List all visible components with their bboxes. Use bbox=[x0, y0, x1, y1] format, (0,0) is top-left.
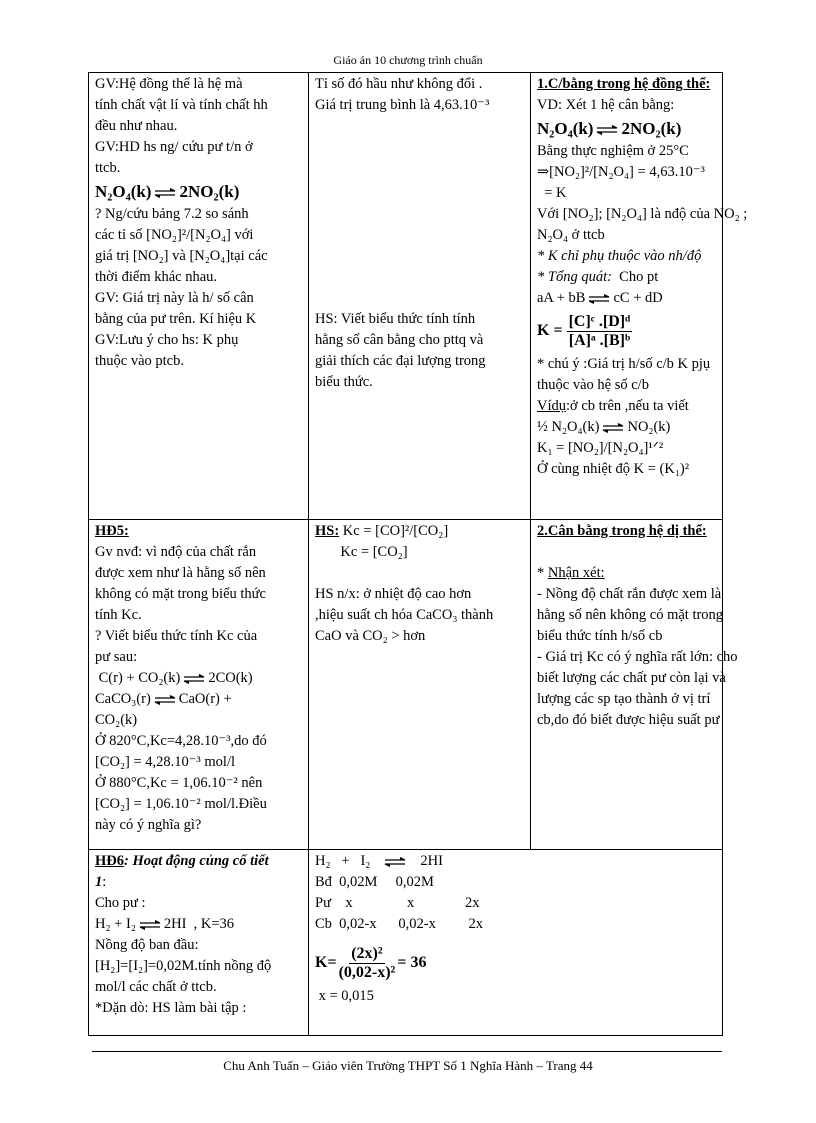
example-label: Vídụ bbox=[537, 398, 566, 414]
text-line: Gv nvđ: vì nđộ của chất rắn bbox=[95, 544, 257, 560]
k-label: K= bbox=[315, 954, 337, 972]
text-line: Pư x x 2x bbox=[315, 895, 480, 911]
k-numerator: [C]ᶜ .[D]ᵈ bbox=[568, 313, 631, 330]
page-header: Giáo án 10 chương trình chuẩn bbox=[333, 53, 483, 67]
equilibrium-arrow-icon bbox=[183, 674, 205, 684]
text-line: ⇒[NO₂]²/[N₂O₄] = 4,63.10⁻³ bbox=[537, 164, 705, 180]
text-line: các tỉ số [NO₂]²/[N₂O₄] với bbox=[95, 227, 254, 243]
text-line: ttcb. bbox=[95, 160, 121, 176]
text-line: không có mặt trong biểu thức bbox=[95, 586, 266, 602]
eq-left: N₂O₄(k) bbox=[537, 119, 594, 138]
eq-right: CaO(r) + bbox=[178, 691, 232, 707]
text-line: mol/l các chất ở ttcb. bbox=[95, 979, 217, 995]
text-line: thuộc vào ptcb. bbox=[95, 353, 184, 369]
eq-left: H₂ + I₂ bbox=[95, 916, 136, 932]
text-line: CaO và CO₂ > hơn bbox=[315, 628, 426, 644]
table-row bbox=[89, 73, 723, 520]
equation-line bbox=[537, 288, 716, 309]
teacher-activity-cell bbox=[89, 73, 309, 520]
text-line: HS: Viết biểu thức tính tính bbox=[315, 311, 476, 327]
equilibrium-arrow-icon bbox=[154, 188, 176, 198]
eq-right: NO₂(k) bbox=[627, 419, 671, 435]
text-line: Ở 880°C,Kc = 1,06.10⁻² nên bbox=[95, 775, 263, 791]
eq-right: cC + dD bbox=[613, 290, 663, 306]
text-line bbox=[537, 563, 716, 584]
eq-right: 2NO₂(k) bbox=[179, 182, 240, 201]
text-line: GV:Hệ đồng thể là hệ mà bbox=[95, 76, 243, 92]
text-line: - Nồng độ chất rắn được xem là bbox=[537, 586, 722, 602]
text-line: tính Kc. bbox=[95, 607, 142, 623]
k-numerator: (2x)² bbox=[351, 945, 383, 962]
text-line: tính chất vật lí và tính chất hh bbox=[95, 97, 268, 113]
solution-cell bbox=[309, 850, 723, 1036]
text-line: này có ý nghĩa gì? bbox=[95, 817, 202, 833]
text-line: hằng số nên không có mặt trong bbox=[537, 607, 724, 623]
k-formula bbox=[537, 313, 716, 350]
student-activity-cell bbox=[309, 520, 531, 850]
eq-left: aA + bB bbox=[537, 290, 586, 306]
text-line bbox=[537, 396, 716, 417]
text-line: ,hiệu suất ch hóa CaCO₃ thành bbox=[315, 607, 494, 623]
text-line: [CO₂] = 4,28.10⁻³ mol/l bbox=[95, 754, 236, 770]
text-fragment: Kc = [CO]²/[CO₂] bbox=[339, 523, 449, 539]
table-row bbox=[89, 520, 723, 850]
remark-label: Nhận xét: bbox=[547, 565, 605, 581]
text-line: Cb 0,02-x 0,02-x 2x bbox=[315, 916, 483, 932]
equilibrium-arrow-icon bbox=[596, 125, 618, 135]
teacher-activity-cell bbox=[89, 850, 309, 1036]
text-line: GV:HD hs ng/ cứu pư t/n ở bbox=[95, 139, 253, 155]
text-line: Bằng thực nghiệm ở 25°C bbox=[537, 143, 689, 159]
text-line: Bđ 0,02M 0,02M bbox=[315, 874, 434, 890]
equilibrium-arrow-icon bbox=[154, 695, 176, 705]
text-line: ? Ng/cứu bảng 7.2 so sánh bbox=[95, 206, 249, 222]
text-line bbox=[95, 872, 302, 893]
text-line bbox=[537, 267, 716, 288]
text-line: GV:Lưu ý cho hs: K phụ bbox=[95, 332, 239, 348]
text-line: bằng của pư trên. Kí hiệu K bbox=[95, 311, 257, 327]
text-line: * chú ý :Giá trị h/số c/b K pjụ bbox=[537, 356, 711, 372]
eq-left: C(r) + CO₂(k) bbox=[95, 670, 181, 686]
text-line: Giá trị trung bình là 4,63.10⁻³ bbox=[315, 97, 490, 113]
page-footer: Chu Anh Tuấn – Giáo viên Trường THPT Số 1 Nghĩa Hành – Trang 44 bbox=[223, 1058, 593, 1073]
section-title: 2.Cân bằng trong hệ dị thể: bbox=[537, 523, 707, 539]
content-cell bbox=[531, 73, 748, 520]
text-line: Ở 820°C,Kc=4,28.10⁻³,do đó bbox=[95, 733, 267, 749]
equation-line bbox=[95, 914, 302, 935]
text-line: biết lượng các chất pư còn lại và bbox=[537, 670, 726, 686]
activity-title: HĐ6 bbox=[95, 853, 124, 869]
equation-line bbox=[95, 689, 302, 710]
text-line: cb,do đó biết được hiệu suất pư bbox=[537, 712, 720, 728]
text-line: biểu thức tính h/số cb bbox=[537, 628, 663, 644]
text-line: được xem như là hằng số nên bbox=[95, 565, 266, 581]
equation-line bbox=[95, 668, 302, 689]
text-line: Với [NO₂]; [N₂O₄] là nđộ của NO₂ ; bbox=[537, 206, 748, 222]
text-line: GV: Giá trị này là h/ số cân bbox=[95, 290, 254, 306]
text-line: giải thích các đại lượng trong bbox=[315, 353, 486, 369]
text-line: Cho pư : bbox=[95, 895, 146, 911]
text-line: x = 0,015 bbox=[315, 988, 374, 1004]
text-line: pư sau: bbox=[95, 649, 138, 665]
text-line: thuộc vào hệ số c/b bbox=[537, 377, 649, 393]
text-line: - Giá trị Kc có ý nghĩa rất lớn: cho bbox=[537, 649, 738, 665]
equilibrium-arrow-icon bbox=[139, 920, 161, 930]
eq-right: 2HI , K=36 bbox=[163, 916, 235, 932]
student-activity-cell bbox=[309, 73, 531, 520]
eq-right: 2CO(k) bbox=[208, 670, 253, 686]
lesson-table bbox=[88, 72, 748, 1036]
activity-subtitle: 1 bbox=[95, 874, 103, 890]
equation-line bbox=[95, 179, 302, 204]
k-fraction bbox=[337, 945, 398, 982]
eq-left: H₂ + I₂ bbox=[315, 853, 371, 869]
section-title: 1.C/bằng trong hệ đồng thể: bbox=[537, 76, 711, 92]
text-line: N₂O₄ ở ttcb bbox=[537, 227, 605, 243]
teacher-activity-cell bbox=[89, 520, 309, 850]
text-line: [CO₂] = 1,06.10⁻² mol/l.Điều bbox=[95, 796, 267, 812]
k-denominator: (0,02-x)² bbox=[338, 964, 396, 981]
text-line: Ở cùng nhiệt độ K = (K₁)² bbox=[537, 461, 690, 477]
equation-line bbox=[315, 851, 716, 872]
text-line: *Dặn dò: HS làm bài tập : bbox=[95, 1000, 247, 1016]
bullet: * bbox=[537, 565, 548, 581]
k-fraction bbox=[567, 313, 633, 350]
text-fragment: Cho pt bbox=[611, 269, 659, 285]
text-line: biểu thức. bbox=[315, 374, 373, 390]
text-line: Nồng độ ban đầu: bbox=[95, 937, 199, 953]
text-line: CO₂(k) bbox=[95, 712, 138, 728]
text-line bbox=[315, 521, 524, 542]
equilibrium-arrow-icon bbox=[602, 423, 624, 433]
general-label: * Tổng quát: bbox=[537, 269, 612, 285]
text-line: = K bbox=[537, 185, 567, 201]
text-line: thời điểm khác nhau. bbox=[95, 269, 218, 285]
eq-left: N₂O₄(k) bbox=[95, 182, 152, 201]
text-line: K₁ = [NO₂]/[N₂O₄]¹ᐟ² bbox=[537, 440, 664, 456]
text-line: ? Viết biểu thức tính Kc của bbox=[95, 628, 258, 644]
text-line: HS n/x: ở nhiệt độ cao hơn bbox=[315, 586, 472, 602]
k-formula bbox=[315, 945, 716, 982]
eq-left: ½ N₂O₄(k) bbox=[537, 419, 600, 435]
k-value: = 36 bbox=[397, 954, 427, 972]
activity-title: HĐ5: bbox=[95, 523, 129, 539]
text-fragment: :ở cb trên ,nếu ta viết bbox=[566, 398, 689, 414]
text-line: Tỉ số đó hầu như không đổi . bbox=[315, 76, 483, 92]
hs-label: HS: bbox=[315, 523, 340, 539]
text-line: hằng số cân bằng cho pttq và bbox=[315, 332, 484, 348]
eq-right: 2NO₂(k) bbox=[621, 119, 682, 138]
text-line: Kc = [CO₂] bbox=[315, 544, 408, 560]
equilibrium-arrow-icon bbox=[384, 857, 406, 867]
text-fragment: : bbox=[102, 874, 107, 890]
text-line: lượng các sp tạo thành ở vị trí bbox=[537, 691, 711, 707]
text-line: giá trị [NO₂] và [N₂O₄]tại các bbox=[95, 248, 268, 264]
eq-left: CaCO₃(r) bbox=[95, 691, 151, 707]
content-cell bbox=[531, 520, 738, 850]
k-label: K = bbox=[537, 322, 563, 340]
activity-title-line bbox=[95, 851, 302, 872]
table-row bbox=[89, 850, 723, 1036]
equilibrium-arrow-icon bbox=[588, 294, 610, 304]
equation-line bbox=[537, 116, 716, 141]
text-line: * K chỉ phụ thuộc vào nh/độ bbox=[537, 248, 702, 264]
text-line: đều như nhau. bbox=[95, 118, 178, 134]
footer-rule bbox=[92, 1051, 722, 1052]
equation-line bbox=[537, 417, 716, 438]
eq-right: 2HI bbox=[420, 853, 443, 869]
text-line: [H₂]=[I₂]=0,02M.tính nồng độ bbox=[95, 958, 272, 974]
activity-subtitle: : Hoạt động củng cố tiết bbox=[124, 853, 269, 869]
k-denominator: [A]ᵃ .[B]ᵇ bbox=[568, 332, 631, 349]
text-line: VD: Xét 1 hệ cân bằng: bbox=[537, 97, 675, 113]
